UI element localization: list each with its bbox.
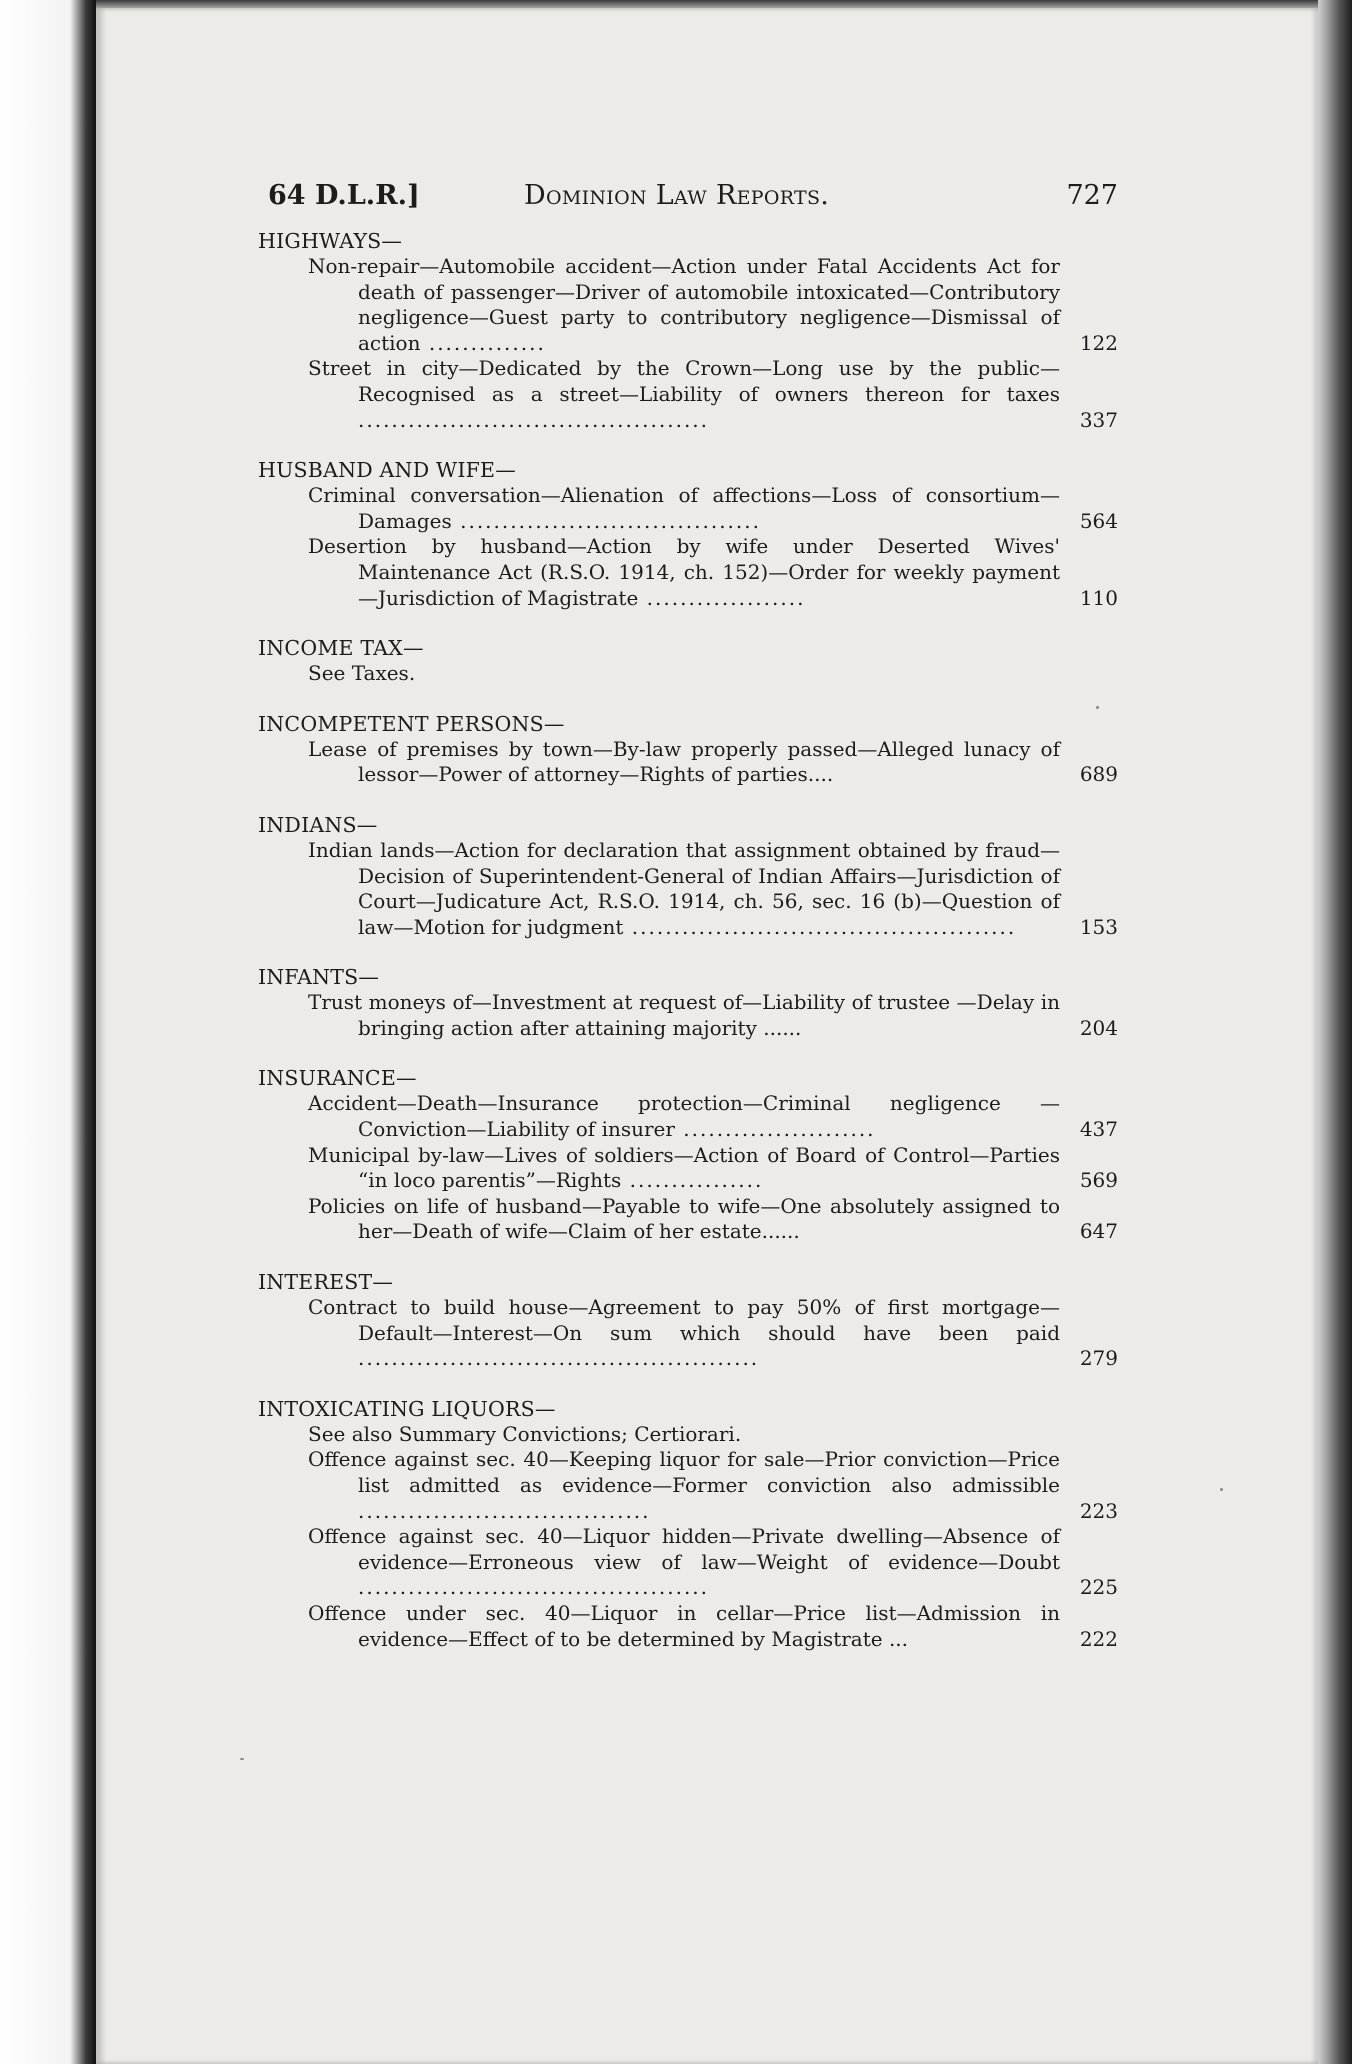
entry-page: 153 — [1079, 914, 1118, 939]
entry-text: Street in city—Dedicated by the Crown—Long use by the public—Recognised as a street—Liability of owners thereon for taxes — [308, 356, 1060, 406]
index-section — [258, 1269, 1118, 1372]
entry-page: 279 — [1079, 1346, 1118, 1371]
index-section — [258, 812, 1118, 940]
page-number: 727 — [1066, 180, 1118, 211]
index-entry: Street in city—Dedicated by the Crown—Long use by the public—Recognised as a street—Liability of owners thereon for taxes .......................................... 337 — [308, 356, 1118, 432]
index-entry: Accident—Death—Insurance protection—Criminal negligence —Conviction—Liability of insurer ....................... 437 — [308, 1091, 1118, 1142]
index-entry: Contract to build house—Agreement to pay 50% of first mortgage—Default—Interest—On sum which should have been paid ................................................ 279 — [308, 1295, 1118, 1371]
section-heading: INDIANS— — [258, 812, 378, 837]
index-entry: Offence against sec. 40—Liquor hidden—Private dwelling—Absence of evidence—Erroneous view of law—Weight of evidence—Doubt .......................................... 225 — [308, 1524, 1118, 1600]
index-section — [258, 1065, 1118, 1245]
index-entry — [308, 990, 1118, 1041]
entry-page: 225 — [1079, 1575, 1118, 1600]
index-section — [258, 964, 1118, 1041]
entry-page: 689 — [1079, 762, 1118, 787]
entry-page: 222 — [1079, 1626, 1118, 1651]
index-section — [258, 228, 1118, 433]
index-entry — [308, 1601, 1118, 1652]
section-heading: INCOME TAX— — [258, 636, 424, 661]
entry-page: 564 — [1079, 508, 1118, 533]
index-section — [258, 635, 1118, 687]
index-entry: Criminal conversation—Alienation of affections—Loss of consortium—Damages .................................... 564 — [308, 483, 1118, 533]
entry-page: 204 — [1079, 1015, 1118, 1040]
section-heading: INSURANCE— — [258, 1066, 417, 1091]
section-heading: HIGHWAYS— — [258, 229, 403, 253]
index-entry — [308, 737, 1118, 788]
entry-text: Criminal conversation—Alienation of affections—Loss of consortium—Damages — [308, 483, 1060, 533]
page-edge-shadow — [1318, 0, 1352, 2064]
index-body — [258, 228, 1118, 1676]
index-entry: Municipal by-law—Lives of soldiers—Action of Board of Control—Parties “in loco parentis”—Rights ................ 569 — [308, 1142, 1118, 1193]
section-heading: INTOXICATING LIQUORS— — [258, 1396, 556, 1421]
entry-text: Accident—Death—Insurance protection—Criminal negligence —Conviction—Liability of insurer — [308, 1091, 1060, 1142]
index-section — [258, 457, 1118, 611]
see-reference: See Taxes. — [308, 661, 416, 686]
entry-text: Offence under sec. 40—Liquor in cellar—Price list—Admission in evidence—Effect of to be determined by Magistrate ... — [308, 1600, 1060, 1651]
entry-page: 110 — [1079, 585, 1118, 610]
entry-text: Municipal by-law—Lives of soldiers—Action of Board of Control—Parties “in loco parentis”—Rights — [308, 1142, 1060, 1193]
entry-text: Desertion by husband—Action by wife under Deserted Wives' Maintenance Act (R.S.O. 1914, ch. 152)—Order for weekly payment—Jurisdiction of Magistrate — [308, 534, 1060, 610]
index-entry — [308, 1194, 1118, 1245]
entry-text: Trust moneys of—Investment at request of—Liability of trustee —Delay in bringing action after attaining majority ...... — [308, 990, 1060, 1040]
index-entry: Non-repair—Automobile accident—Action under Fatal Accidents Act for death of passenger—Driver of automobile intoxicated—Contributory negligence—Guest party to contributory negligence—Dismissal of action .............. 122 — [308, 254, 1118, 355]
section-heading: HUSBAND AND WIFE— — [258, 458, 516, 483]
entry-text: Policies on life of husband—Payable to wife—One absolutely assigned to her—Death of wife—Claim of her estate...... — [308, 1193, 1060, 1244]
index-entry: Offence against sec. 40—Keeping liquor for sale—Prior conviction—Price list admitted as evidence—Former conviction also admissible ................................... 223 — [308, 1447, 1118, 1523]
entry-text: Indian lands—Action for declaration that assignment obtained by fraud—Decision of Superintendent-General of Indian Affairs—Jurisdiction of Court—Judicature Act, R.S.O. 1914, ch. 56, sec. 16 (b)—Question of law—Motion for judgment — [308, 837, 1060, 939]
section-heading: INFANTS— — [258, 965, 380, 990]
section-heading: INCOMPETENT PERSONS— — [258, 711, 565, 736]
entry-page: 647 — [1079, 1219, 1118, 1244]
entry-text: Offence against sec. 40—Liquor hidden—Private dwelling—Absence of evidence—Erroneous view of law—Weight of evidence—Doubt — [308, 1524, 1060, 1574]
entry-text: Contract to build house—Agreement to pay 50% of first mortgage—Default—Interest—On sum which should have been paid — [308, 1295, 1060, 1345]
entry-page: 437 — [1079, 1117, 1118, 1142]
index-entry: Indian lands—Action for declaration that assignment obtained by fraud—Decision of Superintendent-General of Indian Affairs—Jurisdiction of Court—Judicature Act, R.S.O. 1914, ch. 56, sec. 16 (b)—Question of law—Motion for judgment .............................................. 153 — [308, 837, 1118, 939]
entry-text: Lease of premises by town—By-law properly passed—Alleged lunacy of lessor—Power of attorney—Rights of parties.... — [308, 736, 1060, 787]
see-reference: See also Summary Convictions; Certiorari. — [308, 1421, 742, 1446]
section-heading: INTEREST— — [258, 1270, 394, 1295]
entry-page: 122 — [1079, 330, 1118, 355]
publication-title: Dominion Law Reports. — [524, 180, 830, 211]
index-section — [258, 1396, 1118, 1652]
index-section — [258, 711, 1118, 788]
entry-page: 223 — [1079, 1498, 1118, 1523]
entry-text: Offence against sec. 40—Keeping liquor for sale—Prior conviction—Price list admitted as evidence—Former conviction also admissible — [308, 1447, 1060, 1497]
running-head — [268, 180, 1118, 214]
entry-page: 569 — [1079, 1168, 1118, 1193]
entry-page: 337 — [1079, 407, 1118, 432]
book-gutter — [0, 0, 96, 2064]
volume-label: 64 D.L.R.] — [268, 180, 420, 211]
entry-text: Non-repair—Automobile accident—Action under Fatal Accidents Act for death of passenger—Driver of automobile intoxicated—Contributory negligence—Guest party to contributory negligence—Dismissal of action — [308, 254, 1060, 355]
index-entry: Desertion by husband—Action by wife under Deserted Wives' Maintenance Act (R.S.O. 1914, ch. 152)—Order for weekly payment—Jurisdiction of Magistrate ................... 110 — [308, 534, 1118, 610]
